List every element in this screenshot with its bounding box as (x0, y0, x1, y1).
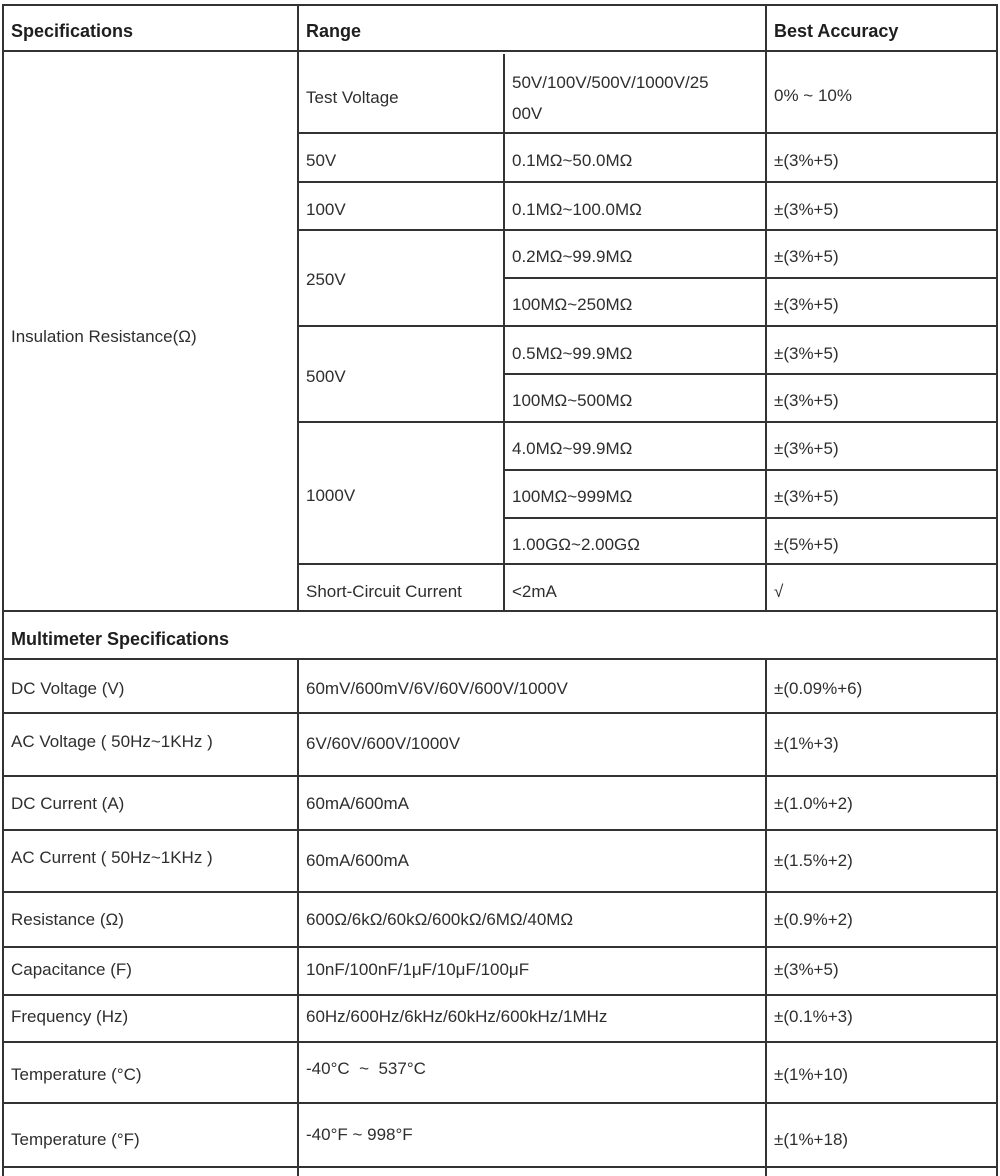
v1000-label: 1000V (306, 486, 356, 505)
row-divider (2, 994, 998, 996)
dc-current-spec: DC Current (A) (11, 794, 125, 813)
v1000-range-1: 4.0MΩ~99.9MΩ (512, 439, 633, 458)
frequency-range: 60Hz/600Hz/6kHz/60kHz/600kHz/1MHz (306, 1007, 608, 1026)
column-divider (297, 658, 299, 1176)
frequency-accuracy: ±(0.1%+3) (774, 1007, 853, 1026)
v100-range: 0.1MΩ~100.0MΩ (512, 200, 642, 219)
dc-voltage-range: 60mV/600mV/6V/60V/600V/1000V (306, 679, 568, 698)
v50-accuracy: ±(3%+5) (774, 151, 839, 170)
insulation-resistance-label: Insulation Resistance(Ω) (11, 327, 197, 346)
header-specifications: Specifications (11, 21, 134, 41)
table-border-top (2, 4, 998, 6)
resistance-accuracy: ±(0.9%+2) (774, 910, 853, 929)
capacitance-range: 10nF/100nF/1μF/10μF/100μF (306, 960, 530, 979)
v1000-range-2: 100MΩ~999MΩ (512, 487, 633, 506)
capacitance-accuracy: ±(3%+5) (774, 960, 839, 979)
row-divider (2, 712, 998, 714)
row-divider (2, 1166, 998, 1168)
column-divider (297, 4, 299, 611)
header-bottom-line (2, 50, 998, 52)
row-divider (298, 421, 998, 423)
temperature-f-spec: Temperature (°F) (11, 1130, 140, 1149)
dc-voltage-spec: DC Voltage (V) (11, 679, 125, 698)
row-divider (504, 517, 998, 519)
row-divider (298, 325, 998, 327)
dc-current-accuracy: ±(1.0%+2) (774, 794, 853, 813)
v250-label: 250V (306, 270, 346, 289)
test-voltage-accuracy: 0% ~ 10% (774, 86, 852, 105)
v500-accuracy-2: ±(3%+5) (774, 391, 839, 410)
column-divider (765, 658, 767, 1176)
section-divider (2, 610, 998, 612)
row-divider (504, 469, 998, 471)
v100-accuracy: ±(3%+5) (774, 200, 839, 219)
test-voltage-range-line2: 00V (512, 104, 543, 123)
row-divider (298, 229, 998, 231)
table-border-left (2, 4, 4, 1176)
row-divider (2, 891, 998, 893)
v250-range-2: 100MΩ~250MΩ (512, 295, 633, 314)
temperature-c-accuracy: ±(1%+10) (774, 1065, 849, 1084)
capacitance-spec: Capacitance (F) (11, 960, 132, 979)
v100-label: 100V (306, 200, 346, 219)
column-divider (765, 4, 767, 611)
row-divider (504, 373, 998, 375)
temperature-f-range: -40°F ~ 998°F (306, 1125, 413, 1144)
row-divider (504, 277, 998, 279)
row-divider (2, 1041, 998, 1043)
row-divider (2, 658, 998, 660)
ac-voltage-spec: AC Voltage ( 50Hz~1KHz ) (11, 732, 213, 751)
v50-label: 50V (306, 151, 337, 170)
row-divider (2, 829, 998, 831)
temperature-c-range: -40°C ~ 537°C (306, 1059, 426, 1078)
ac-voltage-accuracy: ±(1%+3) (774, 734, 839, 753)
table-border-right (996, 4, 998, 1176)
ac-voltage-range: 6V/60V/600V/1000V (306, 734, 461, 753)
row-divider (2, 946, 998, 948)
header-range: Range (306, 21, 362, 41)
multimeter-section-title: Multimeter Specifications (11, 629, 230, 649)
row-divider (298, 181, 998, 183)
v1000-accuracy-1: ±(3%+5) (774, 439, 839, 458)
resistance-range: 600Ω/6kΩ/60kΩ/600kΩ/6MΩ/40MΩ (306, 910, 574, 929)
v500-range-1: 0.5MΩ~99.9MΩ (512, 344, 633, 363)
row-divider (2, 775, 998, 777)
v250-accuracy-1: ±(3%+5) (774, 247, 839, 266)
short-circuit-label: Short-Circuit Current (306, 582, 462, 601)
v1000-range-3: 1.00GΩ~2.00GΩ (512, 535, 640, 554)
v250-accuracy-2: ±(3%+5) (774, 295, 839, 314)
v50-range: 0.1MΩ~50.0MΩ (512, 151, 633, 170)
test-voltage-label: Test Voltage (306, 88, 399, 107)
test-voltage-range-line1: 50V/100V/500V/1000V/25 (512, 73, 709, 92)
frequency-spec: Frequency (Hz) (11, 1007, 129, 1026)
short-circuit-range: <2mA (512, 582, 557, 601)
temperature-c-spec: Temperature (°C) (11, 1065, 142, 1084)
short-circuit-accuracy: √ (774, 582, 784, 601)
row-divider (2, 1102, 998, 1104)
row-divider (298, 563, 998, 565)
v500-range-2: 100MΩ~500MΩ (512, 391, 633, 410)
dc-current-range: 60mA/600mA (306, 794, 409, 813)
resistance-spec: Resistance (Ω) (11, 910, 124, 929)
v500-accuracy-1: ±(3%+5) (774, 344, 839, 363)
ac-current-range: 60mA/600mA (306, 851, 409, 870)
column-divider (503, 54, 505, 611)
v500-label: 500V (306, 367, 346, 386)
dc-voltage-accuracy: ±(0.09%+6) (774, 679, 863, 698)
header-best-accuracy: Best Accuracy (774, 21, 899, 41)
ac-current-accuracy: ±(1.5%+2) (774, 851, 853, 870)
v1000-accuracy-2: ±(3%+5) (774, 487, 839, 506)
v1000-accuracy-3: ±(5%+5) (774, 535, 839, 554)
v250-range-1: 0.2MΩ~99.9MΩ (512, 247, 633, 266)
row-divider (298, 132, 998, 134)
ac-current-spec: AC Current ( 50Hz~1KHz ) (11, 848, 213, 867)
temperature-f-accuracy: ±(1%+18) (774, 1130, 849, 1149)
